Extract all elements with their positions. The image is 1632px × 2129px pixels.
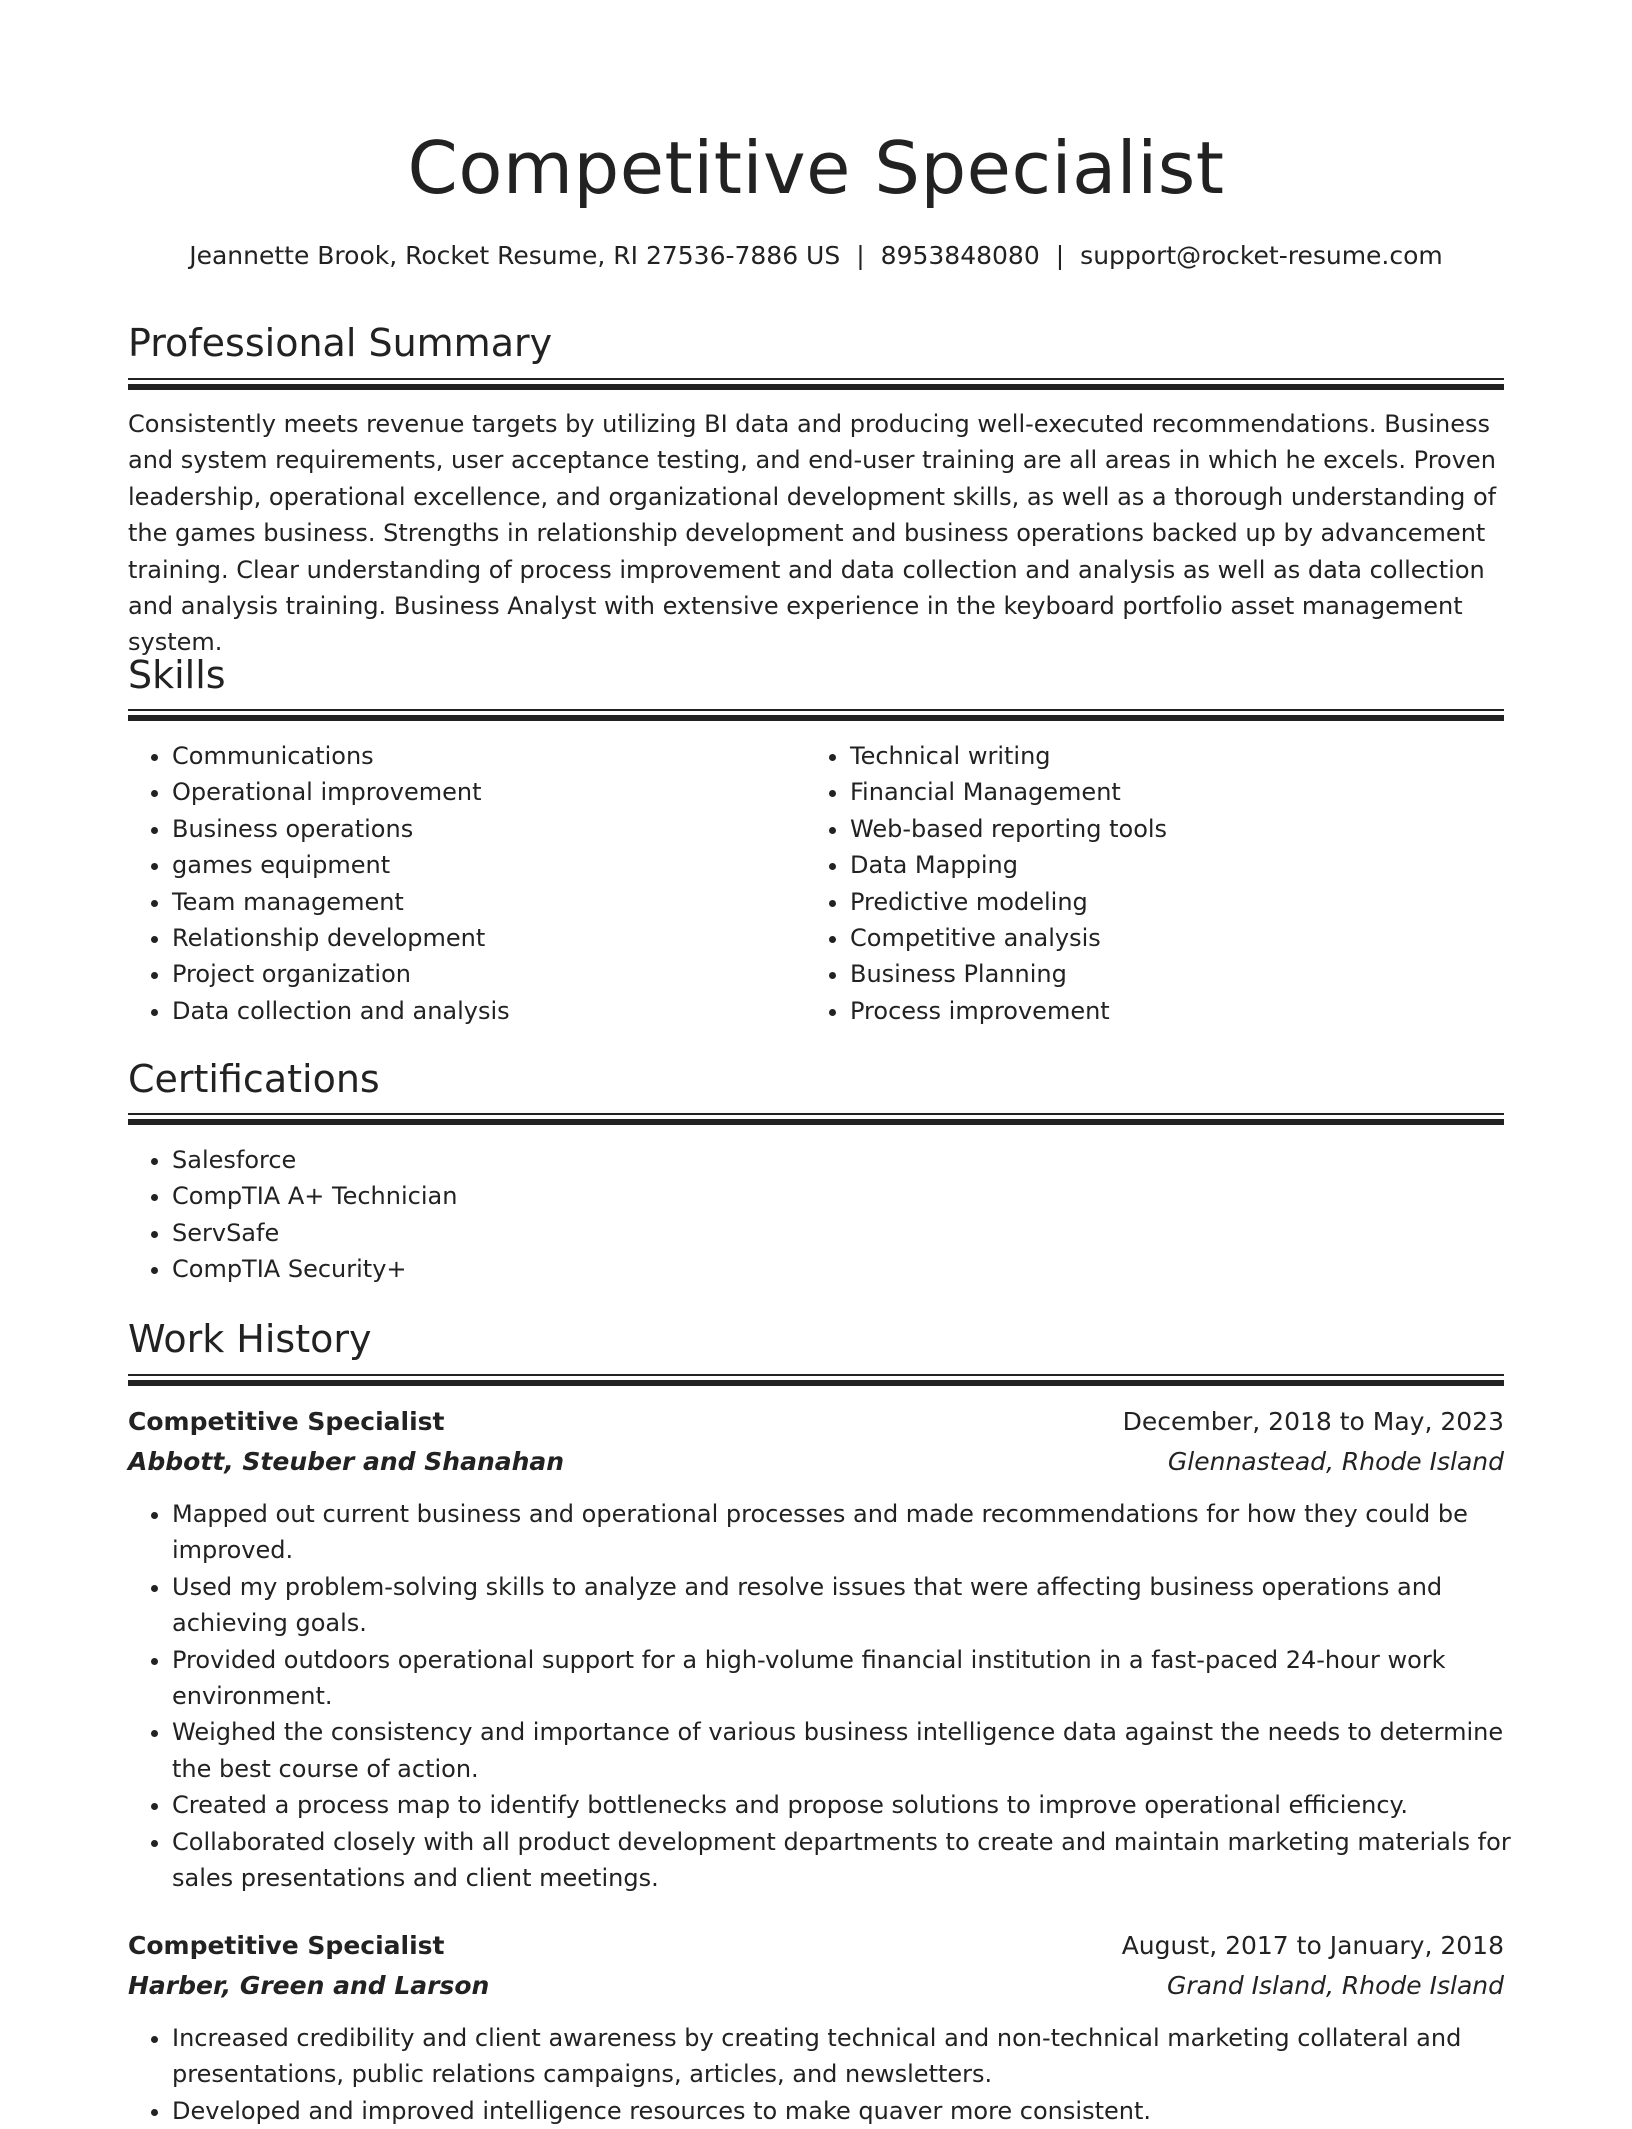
job-bullets — [128, 2020, 1548, 2129]
contact-separator: | — [1055, 241, 1065, 270]
job-title: Competitive Specialist — [128, 1407, 445, 1436]
certification-item: • CompTIA Security+ — [172, 1251, 1548, 1287]
job-bullets — [128, 1496, 1548, 1896]
skills-list-right — [806, 738, 1490, 1029]
job-company: Abbott, Steuber and Shanahan — [128, 1447, 565, 1476]
skills-heading: Skills — [128, 653, 226, 697]
certification-item: • Salesforce — [172, 1142, 1548, 1178]
resume-title: Competitive Specialist — [407, 126, 1225, 210]
contact-line — [128, 236, 1504, 276]
skill-item: • games equipment — [172, 847, 812, 883]
skill-item: • Competitive analysis — [850, 920, 1490, 956]
skill-item: • Web-based reporting tools — [850, 811, 1490, 847]
section-divider — [128, 709, 1504, 721]
contact-email: support@rocket-resume.com — [1080, 241, 1443, 270]
work-history-heading: Work History — [128, 1317, 372, 1361]
skill-item: • Process improvement — [850, 993, 1490, 1029]
job-title: Competitive Specialist — [128, 1931, 445, 1960]
job-location: Glennastead, Rhode Island — [1167, 1447, 1504, 1476]
job-bullet: • Increased credibility and client awareness by creating technical and non-technical marketing collateral and presentations, public relations campaigns, articles, and newsletters. — [172, 2020, 1548, 2093]
skill-item: • Technical writing — [850, 738, 1490, 774]
job-bullet: • Developed and improved intelligence resources to make quaver more consistent. — [172, 2093, 1548, 2129]
job-bullet: • Mapped out current business and operational processes and made recommendations for how they could be improved. — [172, 1496, 1548, 1569]
skill-item: • Financial Management — [850, 774, 1490, 810]
section-divider — [128, 378, 1504, 390]
certification-item: • ServSafe — [172, 1215, 1548, 1251]
job-dates: August, 2017 to January, 2018 — [1121, 1931, 1504, 1960]
skill-item: • Communications — [172, 738, 812, 774]
summary-text: Consistently meets revenue targets by utilizing BI data and producing well-executed recommendations. Business and system requirements, user acceptance testing, and end-user training are all areas in which he excels. Proven leadership, operational excellence, and organizational development skills, as well as a thorough understanding of the games business. Strengths in relationship development and business operations backed up by advancement training. Clear understanding of process improvement and data collection and analysis as well as data collection and analysis training. Business Analyst with extensive experience in the keyboard portfolio asset management system. — [128, 410, 1497, 657]
contact-phone: 8953848080 — [880, 241, 1040, 270]
certifications-list — [128, 1142, 1548, 1288]
contact-separator: | — [856, 241, 865, 270]
skill-item: • Business Planning — [850, 956, 1490, 992]
job-company: Harber, Green and Larson — [128, 1971, 490, 2000]
skill-item: • Data collection and analysis — [172, 993, 812, 1029]
job-bullet: • Created a process map to identify bottlenecks and propose solutions to improve operational efficiency. — [172, 1787, 1548, 1823]
certification-item: • CompTIA A+ Technician — [172, 1178, 1548, 1214]
skill-item: • Project organization — [172, 956, 812, 992]
skill-item: • Operational improvement — [172, 774, 812, 810]
summary-heading: Professional Summary — [128, 321, 553, 365]
job-bullet: • Weighed the consistency and importance of various business intelligence data against the needs to determine the best course of action. — [172, 1714, 1548, 1787]
skill-item: • Relationship development — [172, 920, 812, 956]
skill-item: • Business operations — [172, 811, 812, 847]
section-divider — [128, 1113, 1504, 1125]
job-bullet: • Used my problem-solving skills to analyze and resolve issues that were affecting business operations and achieving goals. — [172, 1569, 1548, 1642]
skill-item: • Data Mapping — [850, 847, 1490, 883]
job-bullet: • Provided outdoors operational support for a high-volume financial institution in a fast-paced 24-hour work environment. — [172, 1642, 1548, 1715]
section-divider — [128, 1374, 1504, 1386]
certifications-heading: Certifications — [128, 1057, 380, 1101]
skill-item: • Predictive modeling — [850, 884, 1490, 920]
skills-list-left — [128, 738, 812, 1029]
job-dates: December, 2018 to May, 2023 — [1122, 1407, 1504, 1436]
contact-address: Jeannette Brook, Rocket Resume, RI 27536-7886 US — [189, 241, 841, 270]
job-header — [128, 1402, 1504, 1482]
skill-item: • Team management — [172, 884, 812, 920]
job-header — [128, 1926, 1504, 2006]
job-bullet: • Collaborated closely with all product development departments to create and maintain marketing materials for sales presentations and client meetings. — [172, 1824, 1548, 1897]
job-location: Grand Island, Rhode Island — [1167, 1971, 1504, 2000]
